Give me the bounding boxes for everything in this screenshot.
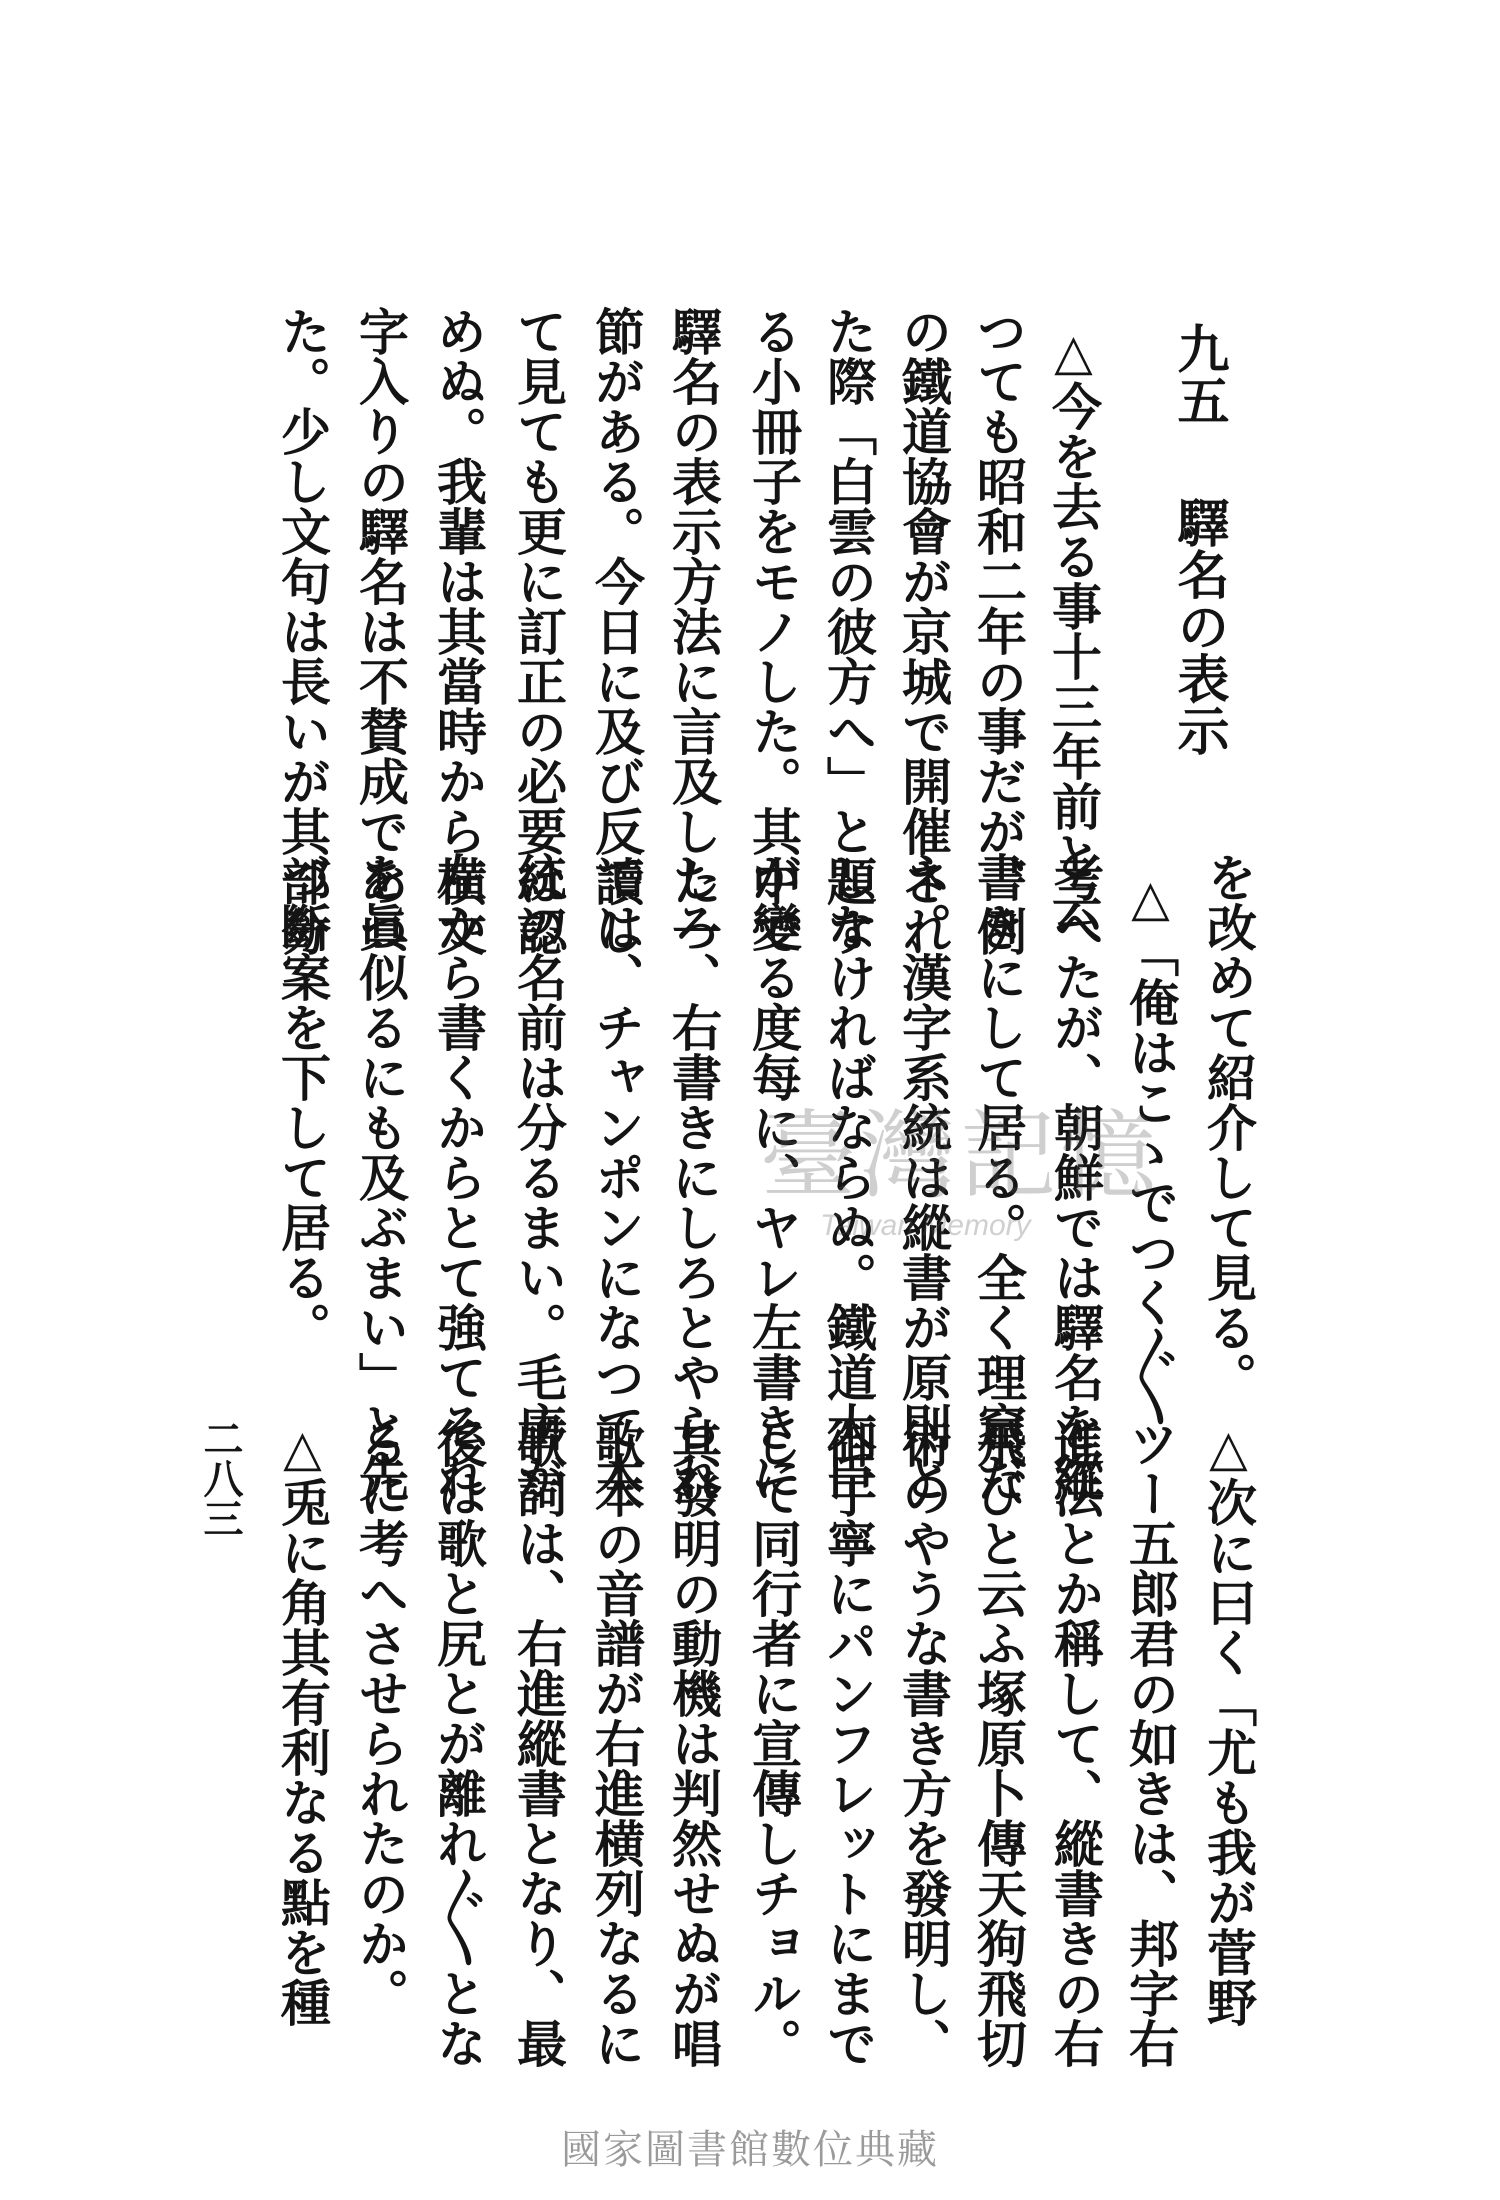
text-column: た際「白雲の彼方へ」と題す [819, 306, 878, 956]
text-column: 其發明の動機は判然せぬが唱 [664, 1418, 723, 2068]
text-column: を眞似るにも及ぶまい」と先 [351, 852, 410, 1502]
text-column: つても昭和二年の事だが、例 [969, 306, 1028, 956]
text-column: しなければならぬ。鐵道大臣 [819, 852, 878, 1502]
text-column: 書きにして居る。全く理窟だ [969, 852, 1028, 1502]
section-heading [1168, 322, 1228, 756]
text-column: 左から書くからとて強てそれ [429, 852, 488, 1502]
text-column: る小冊子をモノした。其中で [744, 306, 803, 956]
watermark-text: 臺灣記憶 [760, 1100, 1160, 1212]
text-column: 統の名前は分るまい。毛唐が [509, 852, 568, 1502]
watermark-subtext: Taiwan Memory [820, 1209, 1031, 1242]
text-column: △今を去る事十三年前と云 [1044, 322, 1103, 931]
text-column: 考へたが、朝鮮では驛名を縱 [1046, 852, 1105, 1502]
text-column: △「俺はこゝでつく〴〵 [1121, 868, 1180, 1427]
text-column: ては、チャンポンになつて本 [587, 852, 646, 1502]
text-column: 進法とか稱して、縱書きの右 [1046, 1418, 1105, 2068]
text-column: △兎に角其有利なる點を種 [273, 1418, 332, 2027]
text-column: て見ても更に訂正の必要は認 [509, 306, 568, 956]
footer-caption: 國家圖書館數位典藏 [561, 2127, 939, 2173]
text-column: 歌本の音譜が右進横列なるに [587, 1418, 646, 2068]
text-column: を改めて紹介して見る。 [1199, 852, 1258, 1402]
text-column: 飛びと云ふ塚原卜傳天狗飛切 [969, 1418, 1028, 2068]
text-column: めぬ。我輩は其當時から横文 [429, 306, 488, 956]
text-column: しろ、右書きにしろとやられ [664, 852, 723, 1502]
section-title: 驛名の表示 [1168, 496, 1228, 756]
text-column: 節がある。今日に及び反讀し [587, 306, 646, 956]
section-number: 九五 [1168, 322, 1228, 426]
text-column: 歌詞は、右進縱書となり、最 [509, 1418, 568, 2068]
text-column: △次に曰く「尤も我が菅野 [1199, 1418, 1258, 2027]
text-column: 驛名の表示方法に言及した一 [664, 306, 723, 956]
text-column: 御丁寧にパンフレットにまで [819, 1418, 878, 2068]
text-column: 術のやうな書き方を發明し、 [894, 1418, 953, 2068]
text-column: づ斷案を下して居る。 [273, 852, 332, 1352]
text-column: が變る度每に、ヤレ左書きに [744, 852, 803, 1502]
text-column: して同行者に宣傳しチョル。 [744, 1418, 803, 2068]
text-column: るに考へさせられたのか。 [351, 1418, 410, 2018]
page-number: 二八三 [197, 1418, 244, 1538]
text-column: の鐵道協會が京城で開催され [894, 306, 953, 956]
text-column: 字入りの驛名は不賛成であつ [351, 306, 410, 956]
text-column: ネ。漢字系統は縱書が原則と [894, 852, 953, 1502]
text-column: ツー五郎君の如きは、邦字右 [1121, 1418, 1180, 2068]
text-column: 後は歌と尻とが離れ〴〵とな [429, 1418, 488, 2068]
text-column: た。少し文句は長いが其部分 [273, 306, 332, 956]
